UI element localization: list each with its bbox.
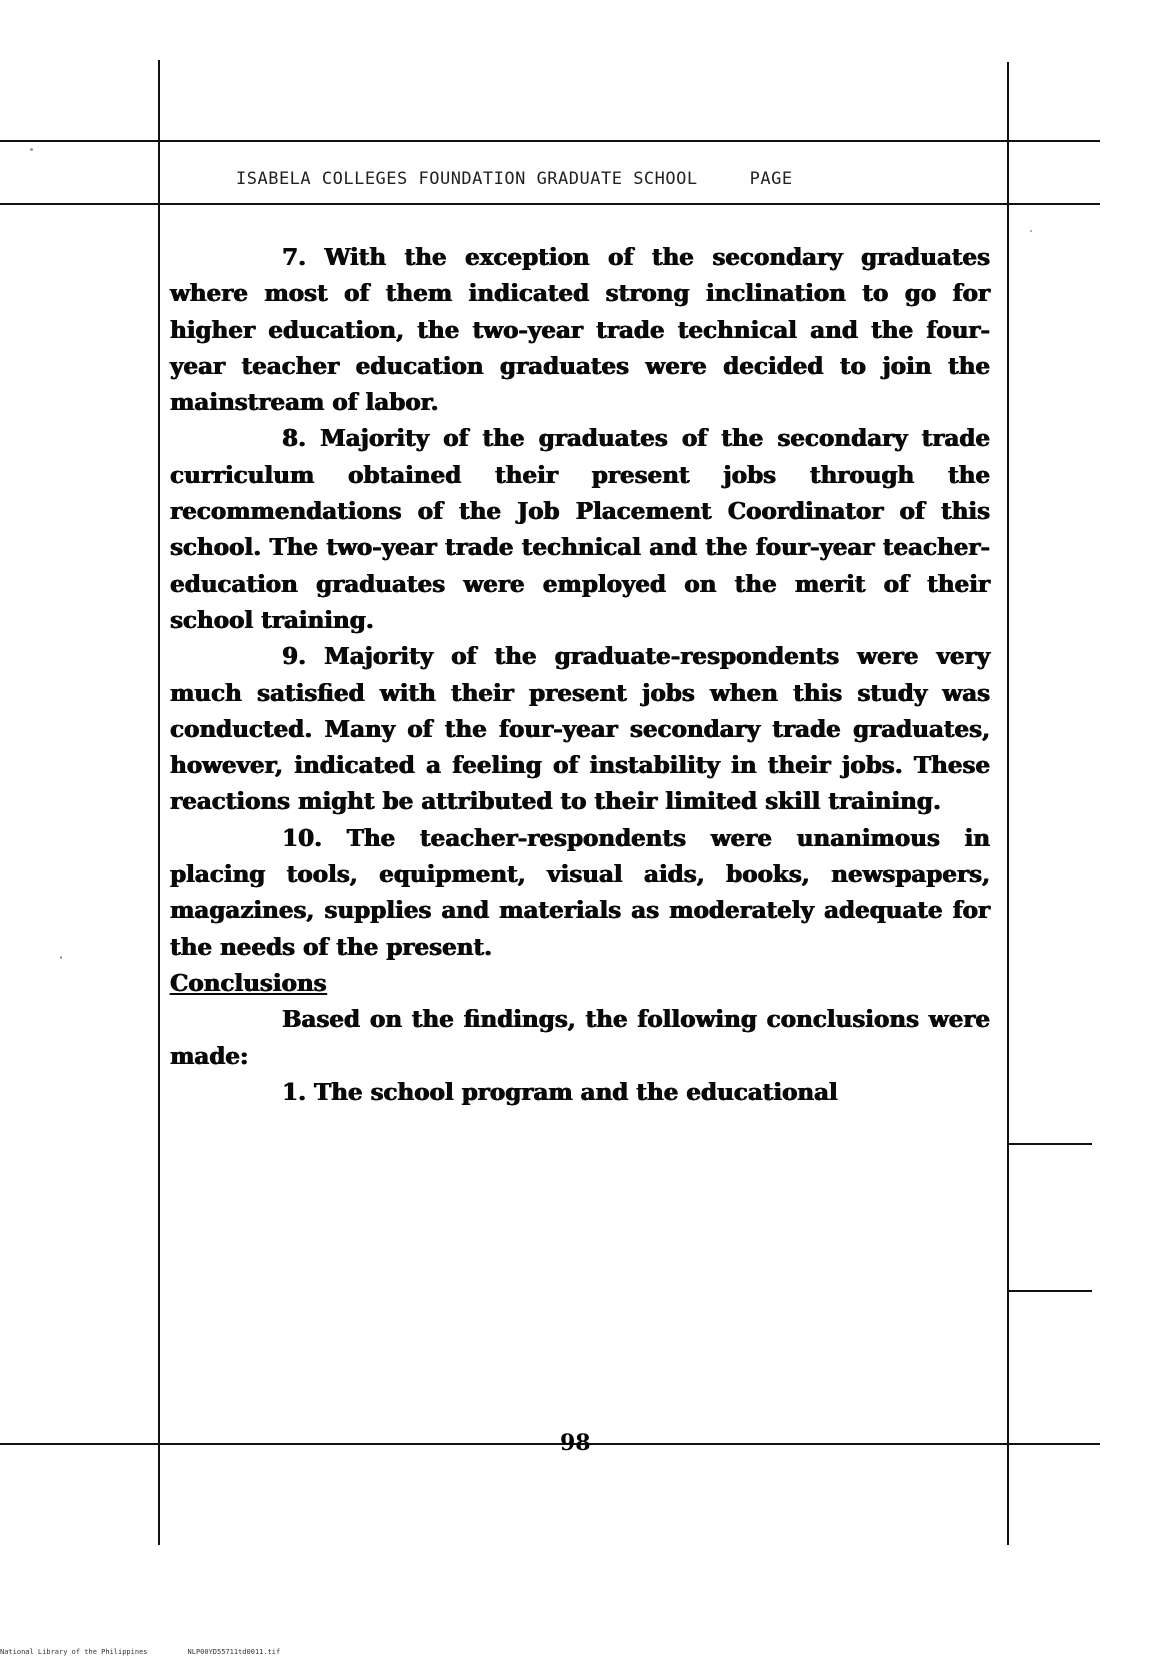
header-title: ISABELA COLLEGES FOUNDATION GRADUATE SCHOOL: [236, 169, 698, 189]
header-bottom-rule: [0, 203, 1100, 205]
finding-7: 7. With the exception of the secondary graduates where most of them indicated strong inclination to go for higher education, the two-year trade technical and the four-year teacher education graduates were decided to join the mainstream of labor.: [170, 244, 990, 417]
finding-10: 10. The teacher-respondents were unanimous in placing tools, equipment, visual aids, books, newspapers, magazines, supplies and materials as moderately adequate for the needs of the present.: [170, 824, 990, 961]
header-page-label: PAGE: [749, 169, 793, 189]
scan-speck: [1030, 230, 1032, 232]
finding-9: 9. Majority of the graduate-respondents were very much satisfied with their present jobs when this study was conducted. Many of the four-year secondary trade graduates, however, indicated a feeling of instability in their jobs. These reactions might be attributed to their limited skill training.: [170, 643, 990, 816]
left-margin-line: [158, 60, 160, 1545]
conclusions-intro: Based on the findings, the following conclusions were made:: [170, 1006, 990, 1070]
right-tick-2: [1007, 1290, 1092, 1292]
bottom-rule: [0, 1443, 1100, 1445]
scan-speck: [60, 956, 62, 959]
top-rule: [0, 140, 1100, 142]
page-header: [236, 169, 793, 189]
finding-8: 8. Majority of the graduates of the secondary trade curriculum obtained their present jobs through the recommendations of the Job Placement Coordinator of this school. The two-year trade technical and the four-year teacher-education graduates were employed on the merit of their school training.: [170, 425, 990, 634]
footer-file: NLP00YD55711td0011.tif: [187, 1648, 281, 1656]
scan-speck: [30, 148, 33, 151]
right-tick-1: [1007, 1143, 1092, 1145]
right-margin-line: [1007, 62, 1009, 1545]
conclusion-1: 1. The school program and the educational: [282, 1078, 838, 1106]
footer-library: National Library of the Philippines: [0, 1648, 148, 1656]
document-body: [170, 240, 990, 1111]
scan-footer: [0, 1648, 280, 1656]
conclusions-heading: Conclusions: [170, 969, 327, 997]
page-number: 98: [560, 1430, 591, 1456]
